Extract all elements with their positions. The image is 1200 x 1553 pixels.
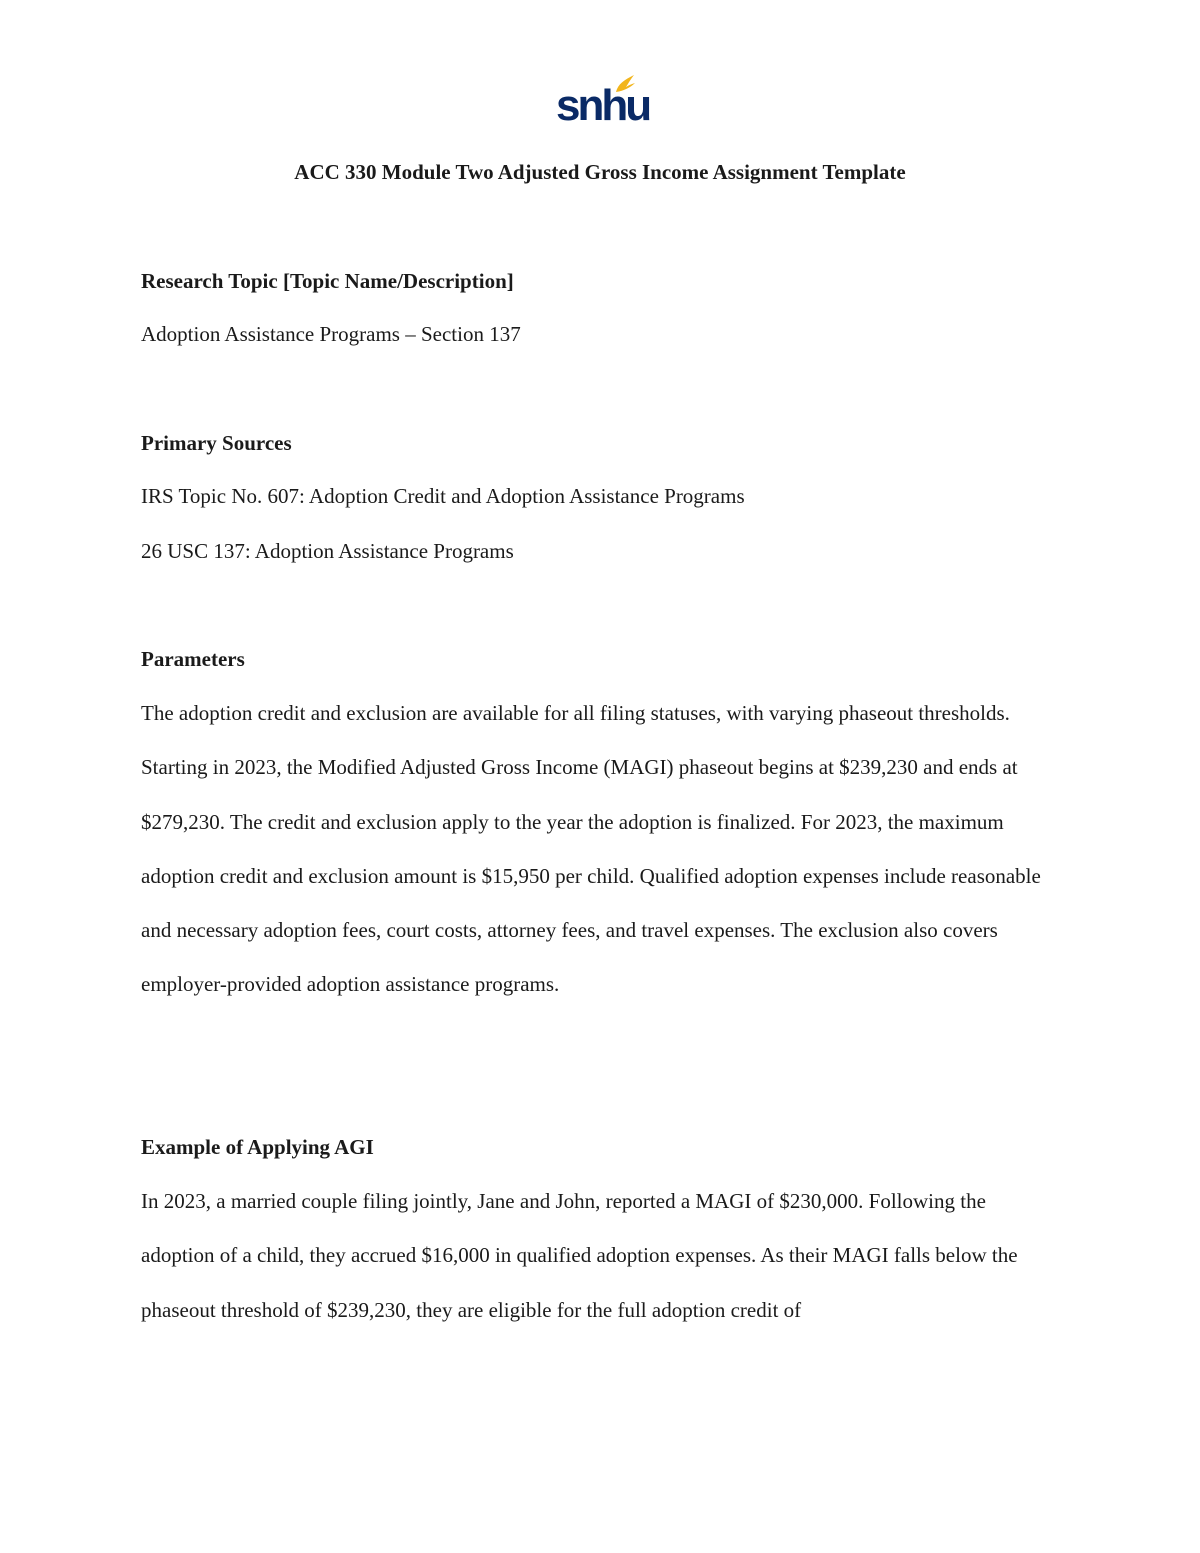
research-topic-text: Adoption Assistance Programs – Section 137 — [141, 322, 521, 346]
logo-wordmark: snhu — [556, 81, 650, 130]
example-paragraph: In 2023, a married couple filing jointly, Jane and John, reported a MAGI of $230,000. Following the adoption of a child, they accrued $16,000 in qualified adoption expenses. As their MAGI falls below the phaseout threshold of $239,230, they are eligible for the full adoption credit of — [141, 1189, 1018, 1322]
parameters-heading: Parameters — [141, 647, 245, 671]
primary-sources-heading: Primary Sources — [141, 431, 292, 455]
primary-source-item: 26 USC 137: Adoption Assistance Programs — [141, 539, 514, 563]
primary-source-item: IRS Topic No. 607: Adoption Credit and Adoption Assistance Programs — [141, 484, 745, 508]
research-topic-heading: Research Topic [Topic Name/Description] — [141, 269, 514, 293]
document-title: ACC 330 Module Two Adjusted Gross Income Assignment Template — [294, 160, 906, 184]
example-heading: Example of Applying AGI — [141, 1135, 374, 1159]
parameters-paragraph: The adoption credit and exclusion are available for all filing statuses, with varying phaseout thresholds. Starting in 2023, the Modified Adjusted Gross Income (MAGI) phaseout begins at $239,230 and ends at $279,230. The credit and exclusion apply to the year the adoption is finalized. For 2023, the maximum adoption credit and exclusion amount is $15,950 per child. Qualified adoption expenses include reasonable and necessary adoption fees, court costs, attorney fees, and travel expenses. The exclusion also covers employer-provided adoption assistance programs. — [141, 701, 1041, 997]
snhu-logo — [556, 74, 650, 134]
